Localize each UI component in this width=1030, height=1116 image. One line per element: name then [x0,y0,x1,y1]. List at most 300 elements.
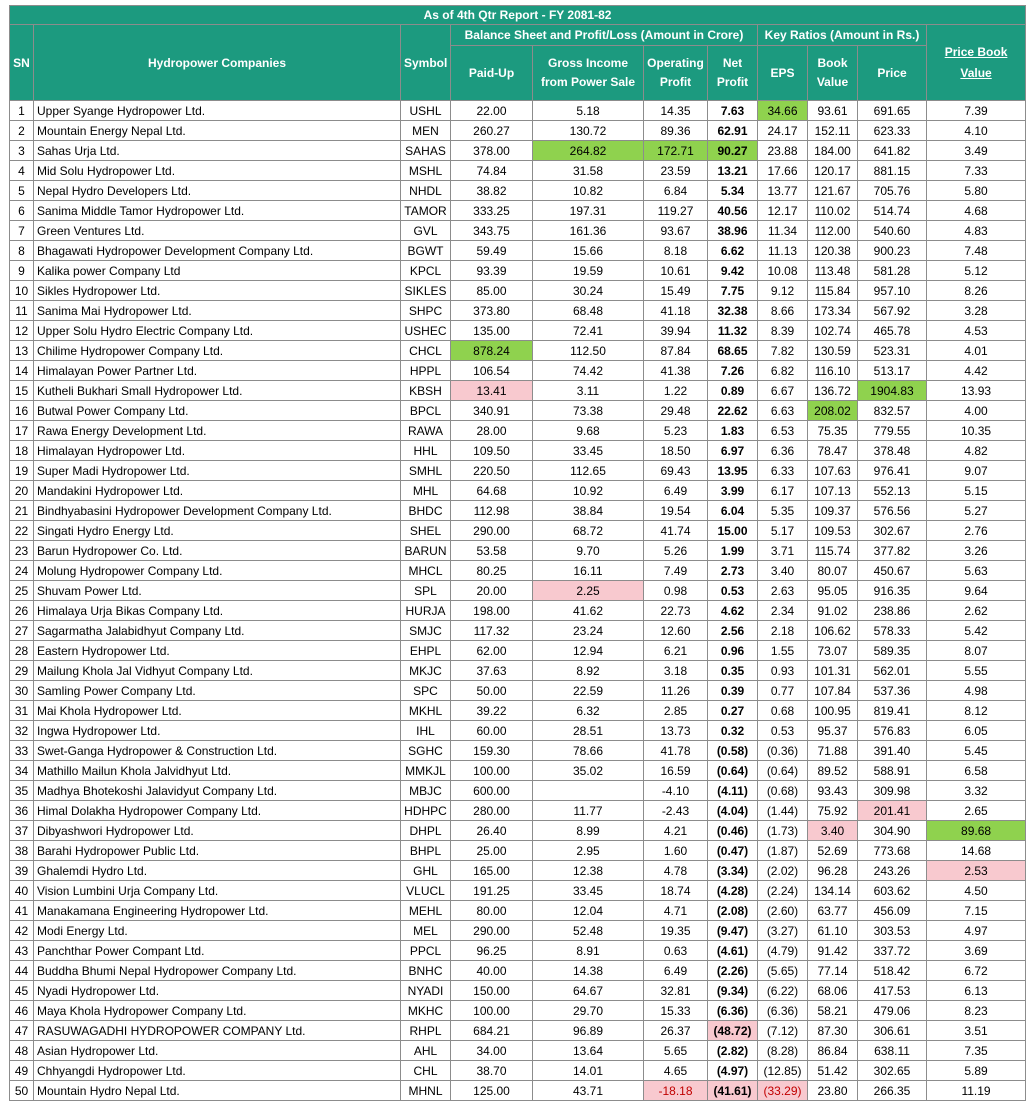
cell-sn: 44 [10,961,34,981]
cell-book-value: 61.10 [808,921,858,941]
cell-pbv: 8.07 [927,641,1026,661]
cell-operating-profit: 41.78 [644,741,708,761]
cell-company: Chilime Hydropower Company Ltd. [34,341,401,361]
cell-symbol: MEL [401,921,451,941]
cell-pbv: 7.35 [927,1041,1026,1061]
cell-gross-income: 2.25 [533,581,644,601]
cell-operating-profit: 41.38 [644,361,708,381]
cell-symbol: CHCL [401,341,451,361]
cell-operating-profit: 87.84 [644,341,708,361]
cell-net-profit: 0.89 [708,381,758,401]
header-gross-income: Gross Income from Power Sale [533,46,644,101]
cell-pbv: 13.93 [927,381,1026,401]
cell-net-profit: 15.00 [708,521,758,541]
cell-eps: 6.33 [758,461,808,481]
cell-price: 523.31 [858,341,927,361]
table-row [10,561,1026,581]
cell-sn: 22 [10,521,34,541]
cell-eps: (0.68) [758,781,808,801]
cell-gross-income: 52.48 [533,921,644,941]
cell-symbol: CHL [401,1061,451,1081]
cell-pbv: 8.23 [927,1001,1026,1021]
cell-paid-up: 343.75 [451,221,533,241]
cell-operating-profit: 23.59 [644,161,708,181]
cell-company: Nepal Hydro Developers Ltd. [34,181,401,201]
table-row [10,761,1026,781]
cell-gross-income: 96.89 [533,1021,644,1041]
cell-paid-up: 93.39 [451,261,533,281]
cell-company: RASUWAGADHI HYDROPOWER COMPANY Ltd. [34,1021,401,1041]
cell-sn: 32 [10,721,34,741]
cell-net-profit: 2.56 [708,621,758,641]
cell-symbol: KPCL [401,261,451,281]
cell-gross-income: 68.72 [533,521,644,541]
cell-paid-up: 37.63 [451,661,533,681]
cell-net-profit: (2.08) [708,901,758,921]
cell-sn: 28 [10,641,34,661]
cell-company: Rawa Energy Development Ltd. [34,421,401,441]
cell-price: 832.57 [858,401,927,421]
table-row [10,901,1026,921]
cell-pbv: 6.13 [927,981,1026,1001]
cell-pbv: 5.89 [927,1061,1026,1081]
cell-net-profit: 9.42 [708,261,758,281]
cell-gross-income: 19.59 [533,261,644,281]
cell-operating-profit: 0.63 [644,941,708,961]
cell-eps: (12.85) [758,1061,808,1081]
cell-net-profit: (0.64) [708,761,758,781]
cell-book-value: 52.69 [808,841,858,861]
cell-price: 450.67 [858,561,927,581]
cell-sn: 15 [10,381,34,401]
cell-pbv: 2.76 [927,521,1026,541]
cell-eps: 2.34 [758,601,808,621]
cell-company: Nyadi Hydropower Ltd. [34,981,401,1001]
cell-paid-up: 50.00 [451,681,533,701]
cell-net-profit: 6.04 [708,501,758,521]
cell-pbv: 4.00 [927,401,1026,421]
cell-operating-profit: 39.94 [644,321,708,341]
cell-operating-profit: 0.98 [644,581,708,601]
header-operating-profit: Operating Profit [644,46,708,101]
cell-price: 603.62 [858,881,927,901]
cell-eps: (8.28) [758,1041,808,1061]
cell-gross-income: 28.51 [533,721,644,741]
cell-symbol: BGWT [401,241,451,261]
cell-gross-income: 14.38 [533,961,644,981]
cell-sn: 46 [10,1001,34,1021]
cell-pbv: 11.19 [927,1081,1026,1101]
cell-sn: 40 [10,881,34,901]
cell-symbol: MEHL [401,901,451,921]
table-row [10,161,1026,181]
cell-gross-income: 22.59 [533,681,644,701]
table-row [10,961,1026,981]
cell-company: Super Madi Hydropower Ltd. [34,461,401,481]
cell-sn: 30 [10,681,34,701]
cell-sn: 7 [10,221,34,241]
cell-company: Eastern Hydropower Ltd. [34,641,401,661]
cell-sn: 41 [10,901,34,921]
cell-operating-profit: 8.18 [644,241,708,261]
cell-symbol: USHL [401,101,451,121]
cell-net-profit: 68.65 [708,341,758,361]
cell-company: Dibyashwori Hydropower Ltd. [34,821,401,841]
cell-sn: 16 [10,401,34,421]
table-row [10,481,1026,501]
cell-sn: 12 [10,321,34,341]
cell-net-profit: 7.26 [708,361,758,381]
cell-paid-up: 150.00 [451,981,533,1001]
cell-eps: 10.08 [758,261,808,281]
cell-company: Mai Khola Hydropower Ltd. [34,701,401,721]
cell-book-value: 86.84 [808,1041,858,1061]
cell-pbv: 4.10 [927,121,1026,141]
cell-symbol: DHPL [401,821,451,841]
cell-operating-profit: 13.73 [644,721,708,741]
cell-book-value: 51.42 [808,1061,858,1081]
cell-company: Swet-Ganga Hydropower & Construction Ltd. [34,741,401,761]
cell-paid-up: 38.82 [451,181,533,201]
cell-eps: (33.29) [758,1081,808,1101]
header-eps: EPS [758,46,808,101]
cell-book-value: 71.88 [808,741,858,761]
cell-gross-income: 16.11 [533,561,644,581]
cell-sn: 38 [10,841,34,861]
cell-eps: 0.53 [758,721,808,741]
cell-sn: 34 [10,761,34,781]
cell-net-profit: (2.26) [708,961,758,981]
cell-paid-up: 333.25 [451,201,533,221]
cell-operating-profit: -2.43 [644,801,708,821]
cell-paid-up: 22.00 [451,101,533,121]
cell-book-value: 115.74 [808,541,858,561]
cell-pbv: 6.72 [927,961,1026,981]
cell-symbol: MSHL [401,161,451,181]
cell-symbol: MMKJL [401,761,451,781]
cell-price: 337.72 [858,941,927,961]
cell-pbv: 14.68 [927,841,1026,861]
cell-pbv: 4.97 [927,921,1026,941]
cell-operating-profit: 41.18 [644,301,708,321]
cell-sn: 33 [10,741,34,761]
header-paid-up: Paid-Up [451,46,533,101]
cell-book-value: 3.40 [808,821,858,841]
cell-book-value: 107.84 [808,681,858,701]
table-row [10,401,1026,421]
cell-paid-up: 64.68 [451,481,533,501]
cell-paid-up: 60.00 [451,721,533,741]
cell-gross-income: 33.45 [533,881,644,901]
cell-price: 623.33 [858,121,927,141]
cell-operating-profit: -4.10 [644,781,708,801]
cell-net-profit: (4.97) [708,1061,758,1081]
cell-net-profit: 5.34 [708,181,758,201]
cell-book-value: 107.63 [808,461,858,481]
cell-gross-income: 12.94 [533,641,644,661]
cell-gross-income: 130.72 [533,121,644,141]
table-row [10,941,1026,961]
cell-pbv: 5.27 [927,501,1026,521]
table-row [10,801,1026,821]
cell-price: 779.55 [858,421,927,441]
cell-gross-income: 41.62 [533,601,644,621]
table-row [10,101,1026,121]
cell-gross-income: 73.38 [533,401,644,421]
cell-price: 518.42 [858,961,927,981]
cell-symbol: HHL [401,441,451,461]
cell-pbv: 4.50 [927,881,1026,901]
cell-company: Molung Hydropower Company Ltd. [34,561,401,581]
cell-company: Chhyangdi Hydropower Ltd. [34,1061,401,1081]
cell-paid-up: 600.00 [451,781,533,801]
cell-paid-up: 684.21 [451,1021,533,1041]
cell-company: Madhya Bhotekoshi Jalavidyut Company Ltd. [34,781,401,801]
cell-pbv: 4.42 [927,361,1026,381]
cell-sn: 27 [10,621,34,641]
cell-book-value: 136.72 [808,381,858,401]
cell-paid-up: 20.00 [451,581,533,601]
cell-gross-income: 8.92 [533,661,644,681]
cell-gross-income: 43.71 [533,1081,644,1101]
cell-symbol: RAWA [401,421,451,441]
cell-eps: 0.93 [758,661,808,681]
cell-paid-up: 100.00 [451,761,533,781]
table-row [10,141,1026,161]
cell-pbv: 7.48 [927,241,1026,261]
cell-pbv: 8.12 [927,701,1026,721]
header-row-groups [10,25,1026,46]
cell-symbol: SGHC [401,741,451,761]
cell-sn: 20 [10,481,34,501]
cell-book-value: 96.28 [808,861,858,881]
cell-gross-income: 8.91 [533,941,644,961]
cell-paid-up: 135.00 [451,321,533,341]
cell-net-profit: 1.99 [708,541,758,561]
cell-gross-income: 10.92 [533,481,644,501]
cell-net-profit: 40.56 [708,201,758,221]
table-row [10,281,1026,301]
cell-operating-profit: 14.35 [644,101,708,121]
cell-symbol: PPCL [401,941,451,961]
cell-symbol: SPL [401,581,451,601]
cell-paid-up: 40.00 [451,961,533,981]
cell-book-value: 112.00 [808,221,858,241]
cell-company: Mid Solu Hydropower Ltd. [34,161,401,181]
cell-symbol: MKHL [401,701,451,721]
cell-gross-income: 72.41 [533,321,644,341]
cell-symbol: EHPL [401,641,451,661]
cell-operating-profit: 19.35 [644,921,708,941]
cell-gross-income: 112.65 [533,461,644,481]
header-group-balance: Balance Sheet and Profit/Loss (Amount in Crore) [451,25,758,46]
cell-book-value: 109.53 [808,521,858,541]
table-row [10,261,1026,281]
cell-sn: 39 [10,861,34,881]
cell-company: Green Ventures Ltd. [34,221,401,241]
cell-symbol: BHPL [401,841,451,861]
cell-operating-profit: 6.21 [644,641,708,661]
cell-company: Mathillo Mailun Khola Jalvidhyut Ltd. [34,761,401,781]
cell-paid-up: 85.00 [451,281,533,301]
cell-company: Sanima Mai Hydropower Ltd. [34,301,401,321]
cell-book-value: 91.02 [808,601,858,621]
cell-operating-profit: 41.74 [644,521,708,541]
cell-paid-up: 96.25 [451,941,533,961]
cell-book-value: 73.07 [808,641,858,661]
cell-operating-profit: 19.54 [644,501,708,521]
cell-price: 266.35 [858,1081,927,1101]
cell-gross-income: 11.77 [533,801,644,821]
cell-pbv: 4.82 [927,441,1026,461]
cell-net-profit: 0.27 [708,701,758,721]
cell-operating-profit: 18.74 [644,881,708,901]
cell-price: 377.82 [858,541,927,561]
cell-price: 238.86 [858,601,927,621]
cell-price: 705.76 [858,181,927,201]
cell-company: Vision Lumbini Urja Company Ltd. [34,881,401,901]
cell-book-value: 116.10 [808,361,858,381]
cell-book-value: 91.42 [808,941,858,961]
table-row [10,1001,1026,1021]
cell-sn: 36 [10,801,34,821]
cell-pbv: 5.63 [927,561,1026,581]
cell-paid-up: 100.00 [451,1001,533,1021]
table-row [10,421,1026,441]
cell-company: Butwal Power Company Ltd. [34,401,401,421]
cell-sn: 49 [10,1061,34,1081]
header-group-ratios: Key Ratios (Amount in Rs.) [758,25,927,46]
cell-company: Samling Power Company Ltd. [34,681,401,701]
cell-net-profit: (41.61) [708,1081,758,1101]
cell-company: Kutheli Bukhari Small Hydropower Ltd. [34,381,401,401]
cell-pbv: 4.53 [927,321,1026,341]
cell-operating-profit: 4.78 [644,861,708,881]
cell-net-profit: (0.58) [708,741,758,761]
cell-pbv: 3.69 [927,941,1026,961]
cell-price: 243.26 [858,861,927,881]
cell-symbol: AHL [401,1041,451,1061]
cell-sn: 9 [10,261,34,281]
cell-symbol: KBSH [401,381,451,401]
cell-operating-profit: 4.71 [644,901,708,921]
table-row [10,201,1026,221]
table-row [10,541,1026,561]
cell-operating-profit: 1.60 [644,841,708,861]
cell-sn: 48 [10,1041,34,1061]
cell-pbv: 4.68 [927,201,1026,221]
table-row [10,121,1026,141]
cell-eps: 7.82 [758,341,808,361]
cell-net-profit: (0.47) [708,841,758,861]
cell-eps: 34.66 [758,101,808,121]
cell-paid-up: 280.00 [451,801,533,821]
cell-paid-up: 125.00 [451,1081,533,1101]
cell-paid-up: 13.41 [451,381,533,401]
cell-net-profit: 0.35 [708,661,758,681]
cell-book-value: 100.95 [808,701,858,721]
cell-operating-profit: 5.65 [644,1041,708,1061]
table-row [10,921,1026,941]
cell-eps: 8.39 [758,321,808,341]
cell-pbv: 5.15 [927,481,1026,501]
cell-paid-up: 165.00 [451,861,533,881]
cell-price: 819.41 [858,701,927,721]
cell-symbol: MHNL [401,1081,451,1101]
cell-gross-income: 9.68 [533,421,644,441]
cell-price: 514.74 [858,201,927,221]
cell-paid-up: 373.80 [451,301,533,321]
cell-eps: 1.55 [758,641,808,661]
cell-net-profit: (6.36) [708,1001,758,1021]
cell-book-value: 80.07 [808,561,858,581]
cell-paid-up: 112.98 [451,501,533,521]
cell-paid-up: 191.25 [451,881,533,901]
cell-eps: 0.68 [758,701,808,721]
cell-net-profit: (4.11) [708,781,758,801]
cell-net-profit: (9.34) [708,981,758,1001]
cell-net-profit: (3.34) [708,861,758,881]
cell-eps: 6.17 [758,481,808,501]
cell-net-profit: 13.21 [708,161,758,181]
cell-company: Sahas Urja Ltd. [34,141,401,161]
cell-eps: 6.53 [758,421,808,441]
cell-book-value: 106.62 [808,621,858,641]
cell-operating-profit: 93.67 [644,221,708,241]
cell-gross-income: 64.67 [533,981,644,1001]
cell-symbol: RHPL [401,1021,451,1041]
cell-company: Bhagawati Hydropower Development Company Ltd. [34,241,401,261]
cell-symbol: IHL [401,721,451,741]
cell-gross-income: 10.82 [533,181,644,201]
table-row [10,881,1026,901]
cell-gross-income: 23.24 [533,621,644,641]
cell-paid-up: 260.27 [451,121,533,141]
cell-symbol: VLUCL [401,881,451,901]
cell-price: 378.48 [858,441,927,461]
cell-price: 957.10 [858,281,927,301]
table-row [10,1041,1026,1061]
table-row [10,441,1026,461]
cell-paid-up: 290.00 [451,521,533,541]
cell-sn: 17 [10,421,34,441]
cell-sn: 35 [10,781,34,801]
table-row [10,381,1026,401]
cell-company: Sagarmatha Jalabidhyut Company Ltd. [34,621,401,641]
cell-company: Singati Hydro Energy Ltd. [34,521,401,541]
cell-book-value: 68.06 [808,981,858,1001]
cell-sn: 3 [10,141,34,161]
cell-eps: 6.67 [758,381,808,401]
cell-sn: 5 [10,181,34,201]
cell-company: Mountain Energy Nepal Ltd. [34,121,401,141]
table-row [10,581,1026,601]
cell-book-value: 109.37 [808,501,858,521]
table-row [10,1081,1026,1101]
cell-paid-up: 80.00 [451,901,533,921]
cell-paid-up: 53.58 [451,541,533,561]
cell-symbol: MEN [401,121,451,141]
cell-price: 976.41 [858,461,927,481]
table-row [10,741,1026,761]
cell-eps: (2.60) [758,901,808,921]
cell-book-value: 75.35 [808,421,858,441]
cell-net-profit: 90.27 [708,141,758,161]
cell-pbv: 4.98 [927,681,1026,701]
cell-pbv: 4.83 [927,221,1026,241]
cell-gross-income: 197.31 [533,201,644,221]
cell-operating-profit: 1.22 [644,381,708,401]
